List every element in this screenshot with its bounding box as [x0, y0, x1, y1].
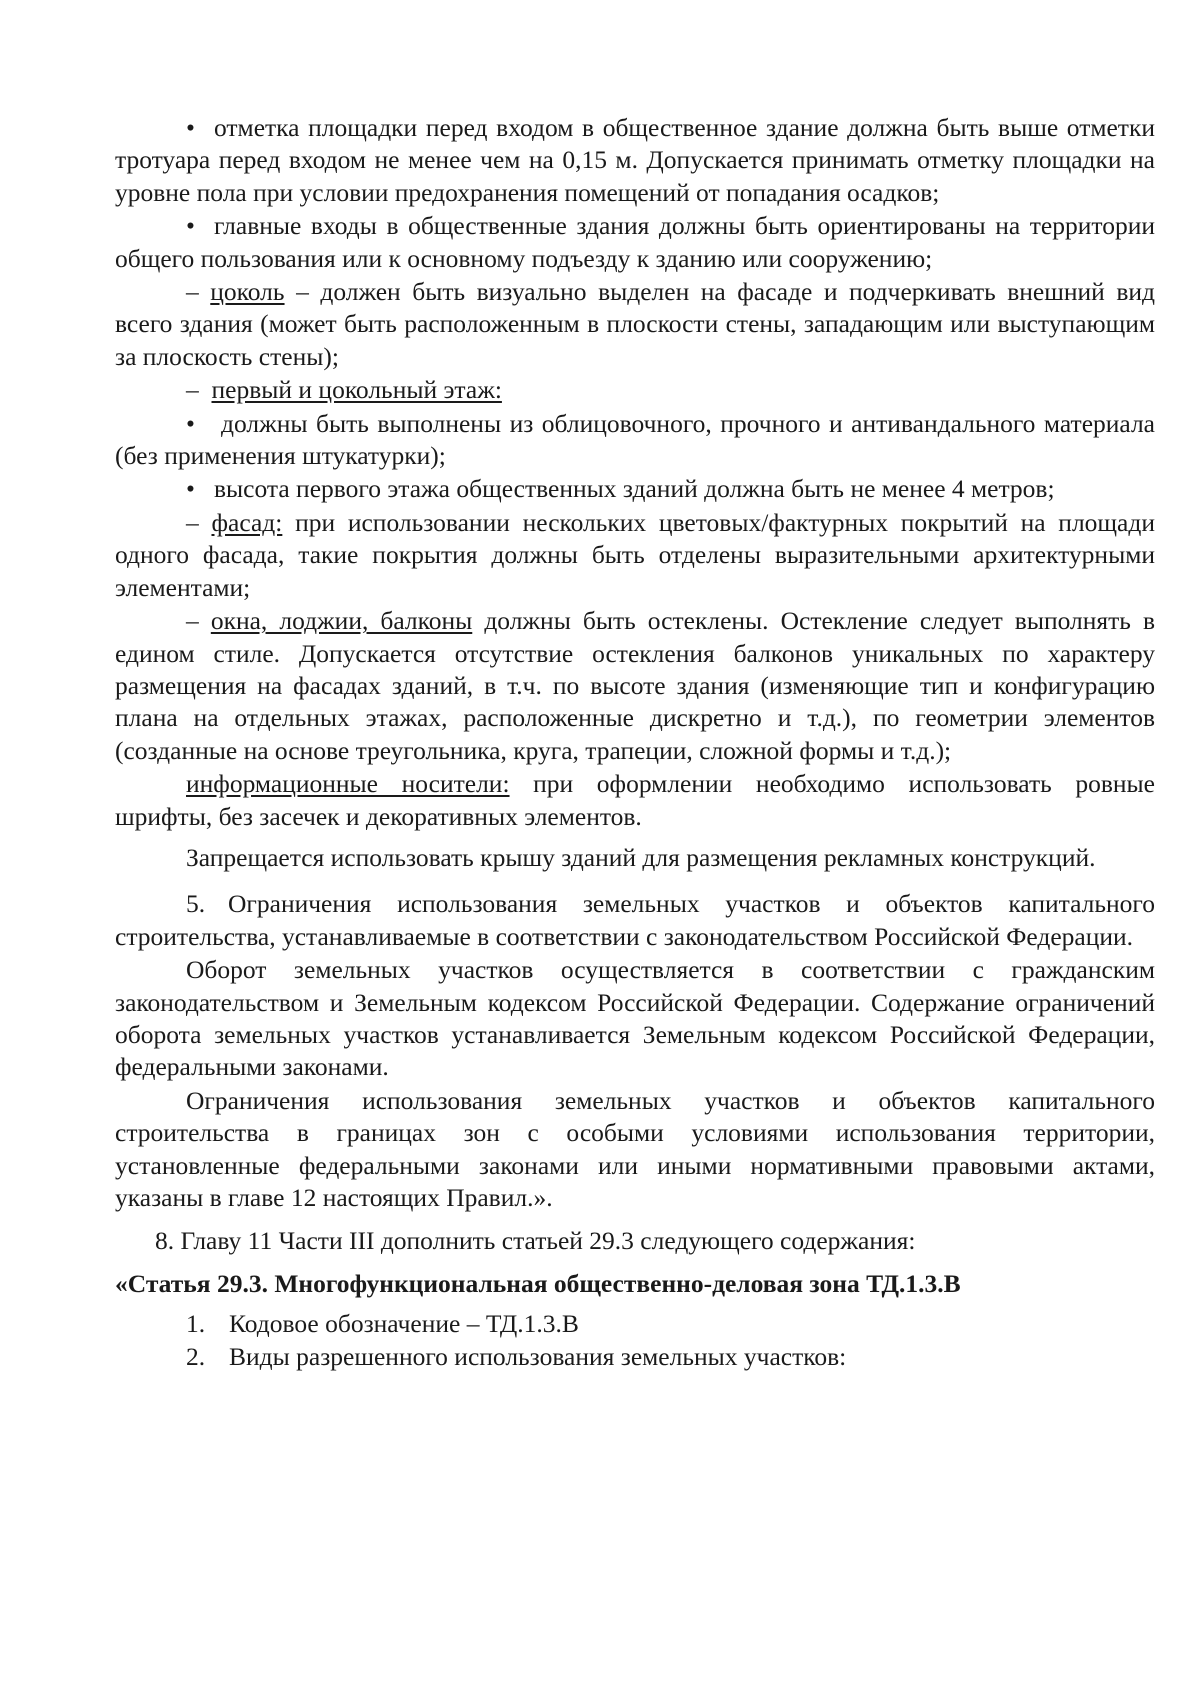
dash-text: должны быть остеклены. Остекление следует выполнять в едином стиле. Допускается отсутствие остекления балконов уникальных по характеру размещения на фасадах зданий, в т.ч. по высоте здания (изменяющие тип и конфигурацию плана на отдельных этажах, расположенные дискретно и т.д.), по геометрии элементов (созданные на основе треугольника, круга, трапеции, сложной формы и т.д.); [115, 606, 1156, 765]
article-title: «Статья 29.3. Многофункциональная общественно-деловая зона ТД.1.3.В [115, 1268, 961, 1298]
dash-marker: – [186, 507, 199, 537]
dash-text: при использовании нескольких цветовых/фактурных покрытий на площади одного фасада, такие покрытия должны быть отделены выразительными архитектурными элементами; [115, 507, 1155, 602]
list-item [115, 1341, 1155, 1373]
bullet-text: высота первого этажа общественных зданий должна быть не менее 4 метров; [214, 474, 1055, 504]
term-underlined: первый и цокольный этаж: [211, 375, 502, 405]
term-underlined: информационные носители: [186, 769, 510, 799]
list-number: 2. [186, 1341, 206, 1371]
list-item [115, 1308, 1155, 1340]
bullet-marker: • [186, 474, 195, 504]
dash-paragraph [115, 276, 1155, 373]
term-underlined: окна, лоджии, балконы [210, 606, 473, 636]
limits-paragraph: Ограничения использования земельных участков и объектов капитального строительства в границах зон с особыми условиями использования территории, установленные федеральными законами или иными нормативными правовыми актами, указаны в главе 12 настоящих Правил.». [115, 1085, 1155, 1212]
dash-paragraph [115, 374, 1155, 406]
dash-marker: – [186, 606, 199, 636]
bullet-text: должны быть выполнены из облицовочного, прочного и антивандального материала (без применения штукатурки); [115, 408, 1155, 471]
term-underlined: цоколь [210, 277, 285, 307]
dash-marker: – [186, 375, 199, 405]
bullet-marker: • [186, 408, 195, 438]
bullet-text: главные входы в общественные здания должны быть ориентированы на территории общего пользования или к основному подъезду к зданию или сооружению; [115, 211, 1155, 273]
bullet-marker: • [186, 113, 195, 142]
dash-text: – должен быть визуально выделен на фасаде и подчеркивать внешний вид всего здания (может быть расположенным в плоскости стены, западающим или выступающим за плоскость стены); [115, 277, 1155, 371]
section-number: 5. [186, 889, 206, 919]
section-text: Ограничения использования земельных участков и объектов капитального строительства, устанавливаемые в соответствии с законодательством Российской Федерации. [115, 889, 1155, 951]
oborot-paragraph: Оборот земельных участков осуществляется в соответствии с гражданским законодательством и Земельным кодексом Российской Федерации. Содержание ограничений оборота земельных участков устанавливается Земельным кодексом Российской Федерации, федеральными законами. [115, 955, 1155, 1082]
dash-text: при оформлении необходимо использовать ровные шрифты, без засечек и декоративных элементов. [115, 769, 1155, 831]
list-number: 1. [186, 1309, 206, 1339]
dash-paragraph [115, 605, 1155, 767]
term-underlined: фасад: [211, 507, 283, 537]
list-text: Виды разрешенного использования земельных участков: [229, 1341, 847, 1371]
bullet-paragraph [115, 408, 1155, 473]
bullet-paragraph [115, 210, 1155, 275]
section-5-paragraph [115, 888, 1155, 953]
dash-paragraph [115, 507, 1155, 604]
bullet-paragraph [115, 112, 1155, 209]
dash-marker: – [186, 277, 199, 307]
info-paragraph [115, 768, 1155, 833]
list-text: Кодовое обозначение – ТД.1.3.В [229, 1309, 579, 1339]
item-8-paragraph: 8. Главу 11 Части III дополнить статьей 29.3 следующего содержания: [155, 1226, 916, 1256]
roof-paragraph: Запрещается использовать крышу зданий для размещения рекламных конструкций. [186, 842, 1096, 872]
bullet-text: отметка площадки перед входом в общественное здание должна быть выше отметки тротуара перед входом не менее чем на 0,15 м. Допускается принимать отметку площадки на уровне пола при условии предохранения помещений от попадания осадков; [115, 113, 1155, 207]
bullet-paragraph [115, 473, 1155, 505]
bullet-marker: • [186, 211, 195, 241]
